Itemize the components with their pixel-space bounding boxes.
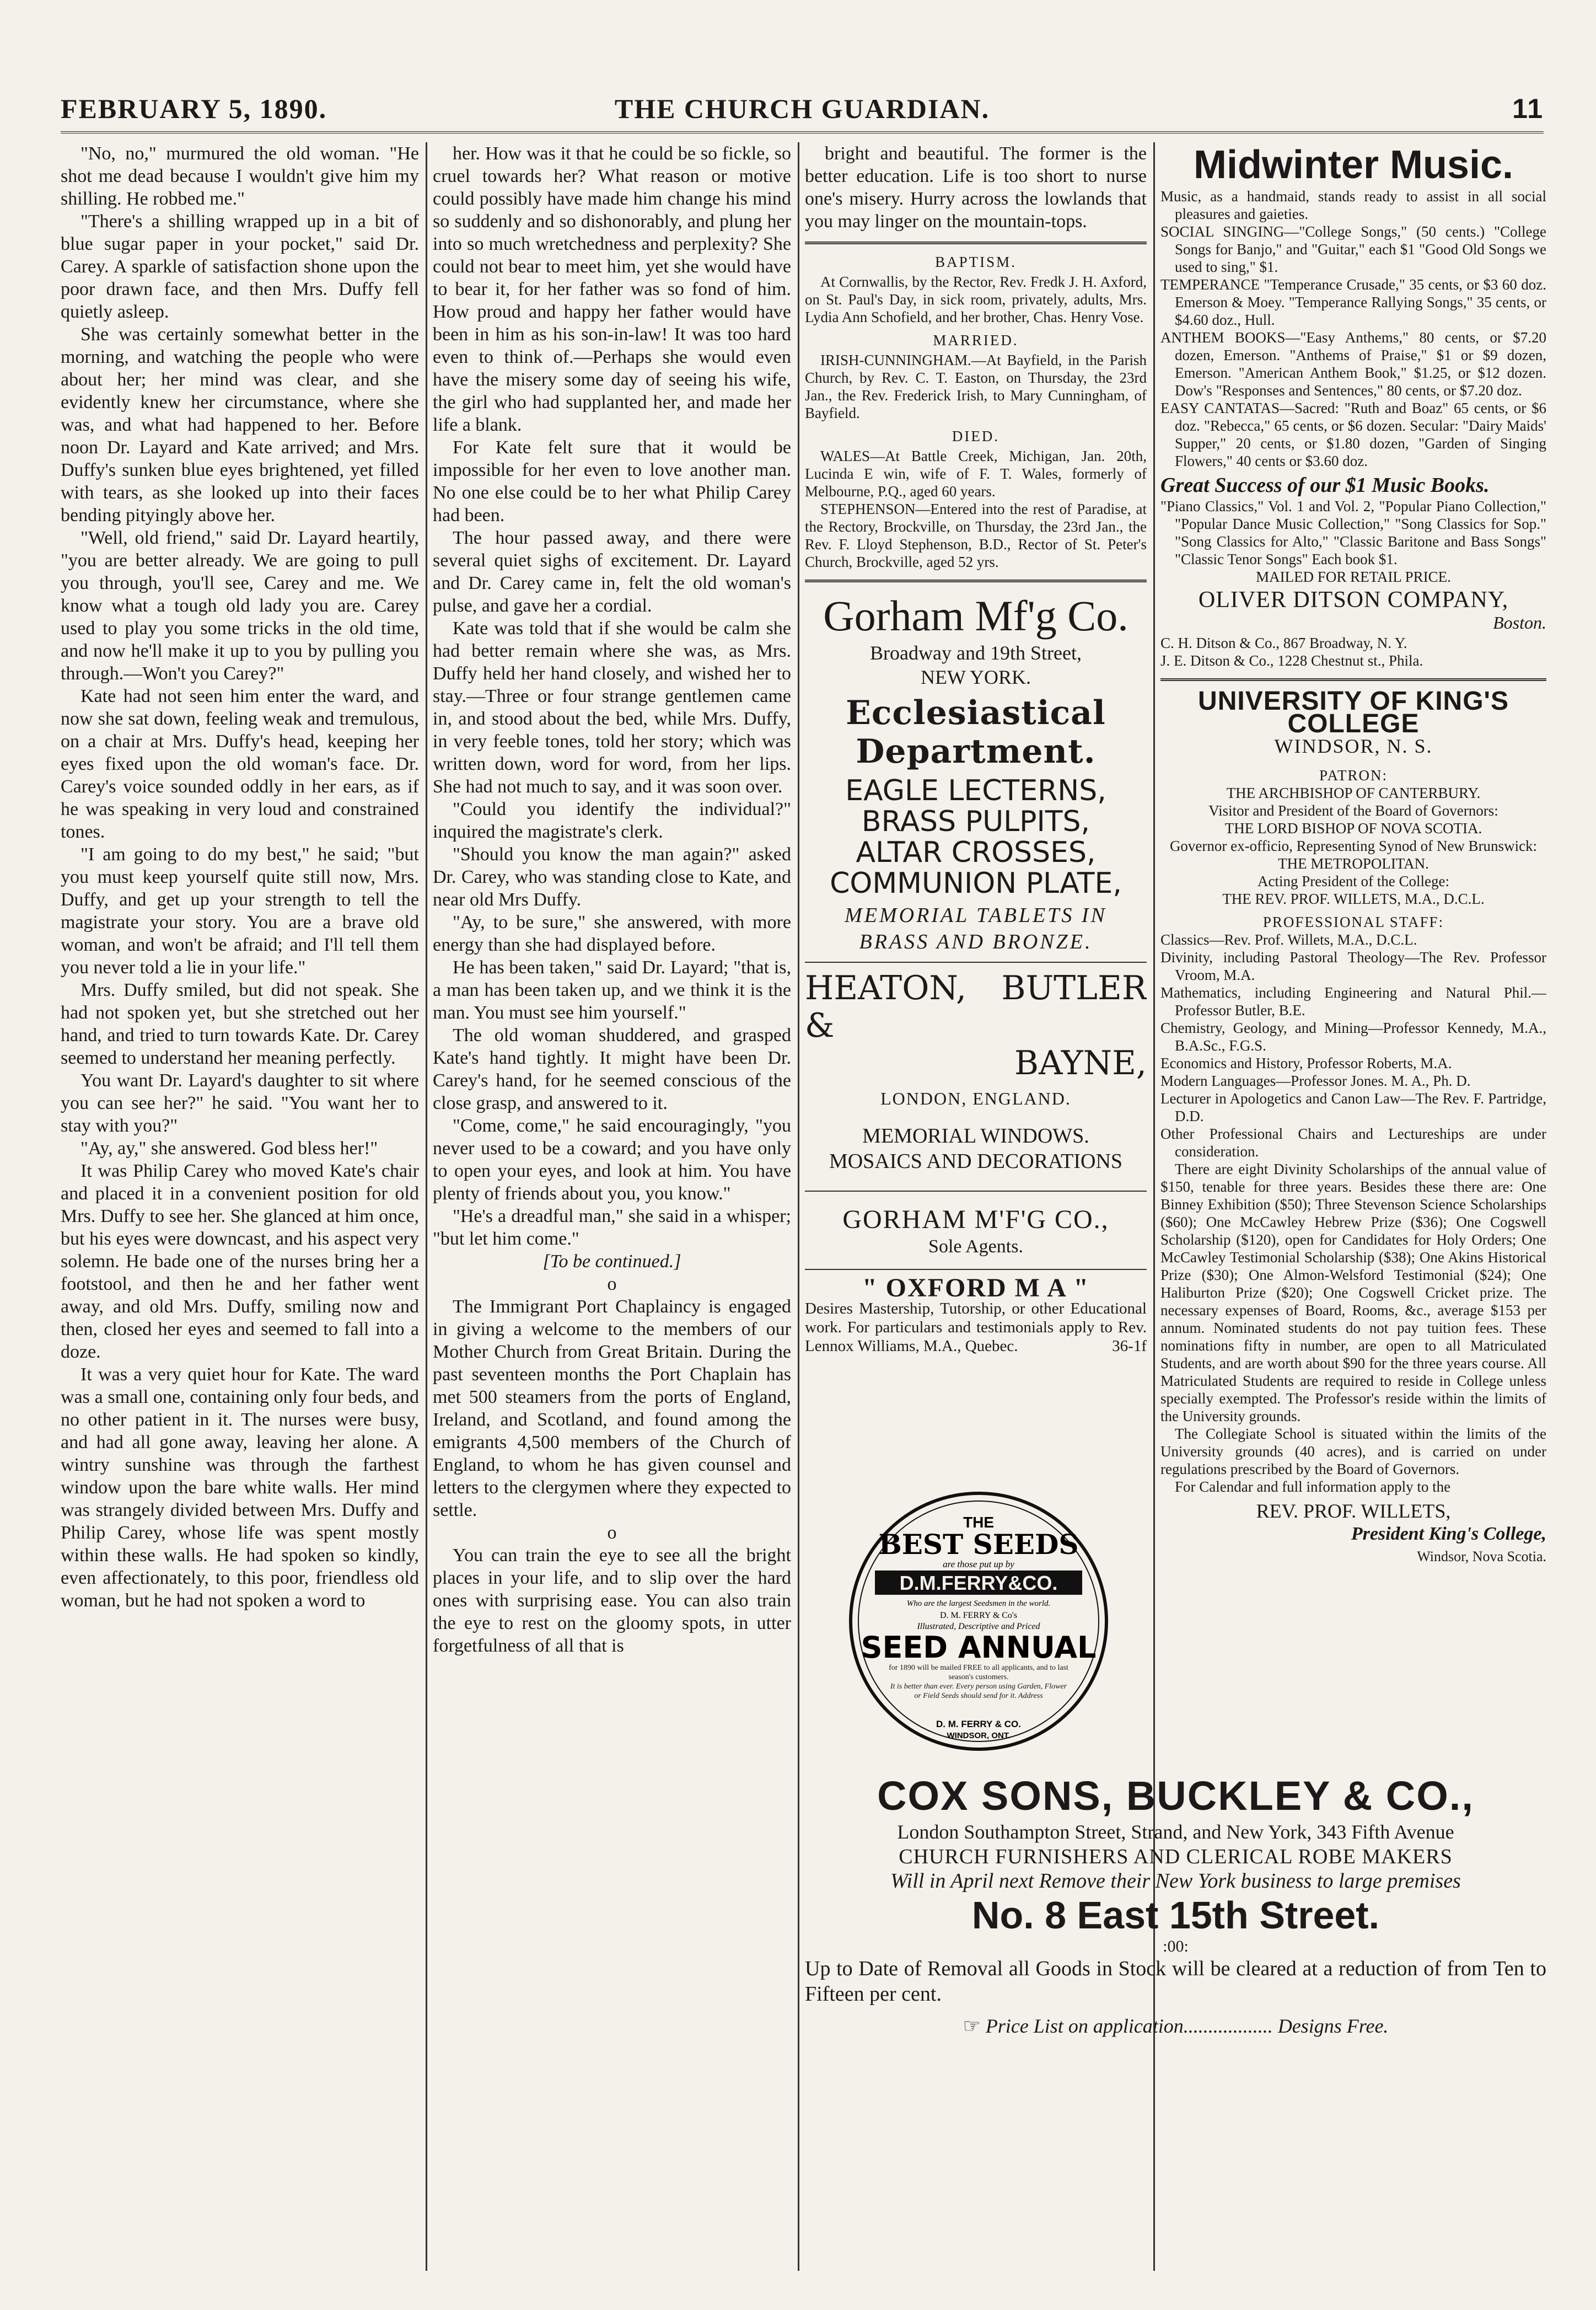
gorham-address-line: NEW YORK. — [921, 666, 1031, 688]
heaton-title-line: BAYNE, — [1014, 1044, 1147, 1082]
story-paragraph: "There's a shilling wrapped up in a bit of blue sugar paper in your pocket," said Dr. Carey. A sparkle of satisfaction shone upon the poor drawn face, and then Mrs. Duffy fell quietly asleep. — [61, 211, 419, 322]
story-paragraph: "Ay, ay," she answered. God bless her!" — [80, 1138, 378, 1159]
notice-text: IRISH-CUNNINGHAM.—At Bayfield, in the Parish Church, by Rev. C. T. Easton, on Thursday, the 23rd Jan., the Rev. Frederick Irish, to Mary Cunningham, of Bayfield. — [805, 352, 1147, 421]
story-paragraph: He has been taken," said Dr. Layard; "that is, a man has been taken up, and we think it is the man. You must see him yourself." — [433, 957, 791, 1023]
seeds-for-1890: for 1890 will be mailed FREE to all applicants, and to last season's customers. — [889, 1664, 1068, 1681]
seeds-ferrys: D. M. FERRY & Co's — [939, 1611, 1018, 1620]
great-success-list — [1160, 497, 1546, 586]
ditson-branch: J. E. Ditson & Co., 1228 Chestnut st., Phila. — [1160, 652, 1423, 669]
seeds-put-up: are those put up by — [943, 1559, 1014, 1569]
column-4 — [1160, 142, 1546, 1764]
notice-heading: BAPTISM. — [935, 254, 1017, 270]
issue-date: FEBRUARY 5, 1890. — [61, 93, 327, 124]
staff-line: Divinity, including Pastoral Theology—The Rev. Professor Vroom, M.A. — [1160, 949, 1546, 983]
midwinter-line: Music, as a handmaid, stands ready to assist in all social pleasures and gaieties. — [1160, 188, 1546, 222]
gorham-memorial-line: BRASS AND BRONZE. — [859, 930, 1093, 953]
story-paragraph: The old woman shuddered, and grasped Kate's hand tightly. It might have been Dr. Carey's hand, for he seemed conscious of the close grasp, and answered to it. — [433, 1025, 791, 1113]
heaton-item: MOSAICS AND DECORATIONS — [829, 1150, 1123, 1173]
gorham-title: Gorham Mf'g Co. — [823, 592, 1129, 640]
seeds-the: THE — [963, 1514, 994, 1531]
staff-line: Modern Languages—Professor Jones. M. A., Ph. D. — [1160, 1073, 1471, 1089]
kings-staff — [1160, 931, 1546, 1160]
staff-line: Mathematics, including Engineering and Natural Phil.—Professor Butler, B.E. — [1160, 984, 1546, 1019]
kings-officers — [1160, 784, 1546, 908]
staff-line: Lecturer in Apologetics and Canon Law—The Rev. F. Partridge, D.D. — [1160, 1090, 1546, 1124]
oxford-code: 36-1f — [1112, 1337, 1147, 1355]
story-paragraph: "Should you know the man again?" asked Dr. Carey, who was standing close to Kate, and near old Mrs Duffy. — [433, 844, 791, 910]
story-paragraph: Mrs. Duffy smiled, but did not speak. She had not spoken yet, but she stretched out her hand, and tried to turn towards Kate. Dr. Carey seemed to understand her meaning perfectly. — [61, 980, 419, 1068]
kings-scholarships — [1160, 1160, 1546, 1496]
midwinter-list — [1160, 187, 1546, 470]
mailed-line: MAILED FOR RETAIL PRICE. — [1256, 569, 1451, 585]
willets-role: President King's College, — [1351, 1524, 1546, 1544]
page-number: 11 — [1512, 93, 1544, 124]
midwinter-line: TEMPERANCE "Temperance Crusade," 35 cents, or $3 60 doz. Emerson & Moey. "Temperance Rallying Songs," 35 cents, or $4.60 doz., Hull. — [1160, 276, 1546, 328]
kings-officer-line: THE METROPOLITAN. — [1278, 855, 1429, 872]
story-column-1 — [61, 142, 419, 2276]
heaton-ad — [805, 969, 1147, 1174]
gorham-agents: GORHAM M'F'G CO., — [842, 1205, 1109, 1234]
cox-separator: :00: — [1163, 1937, 1189, 1955]
seeds-body — [886, 1663, 1071, 1724]
cox-clearance: Up to Date of Removal all Goods in Stock will be cleared at a reduction of from Ten to Fifteen per cent. — [805, 1957, 1546, 2006]
cox-designs: Designs Free. — [1277, 2015, 1389, 2037]
gorham-ad — [805, 591, 1147, 955]
midwinter-title: Midwinter Music. — [1193, 143, 1514, 187]
story-paragraph: You can train the eye to see all the bright places in your life, and to slip over the hard ones with surprising ease. You can also train the eye to rest on the gloomy spots, in utter forgetfulness of all that is — [433, 1545, 791, 1656]
willets-place: Windsor, Nova Scotia. — [1417, 1548, 1546, 1564]
heaton-place: LONDON, ENGLAND. — [880, 1089, 1071, 1108]
seeds-best: BEST SEEDS — [878, 1528, 1079, 1561]
ditson-name: OLIVER DITSON COMPANY, — [1198, 587, 1509, 613]
cox-subtitle: CHURCH FURNISHERS AND CLERICAL ROBE MAKERS — [899, 1845, 1453, 1868]
heaton-title — [805, 969, 1147, 1082]
seeds-footer-1: D. M. FERRY & CO. — [936, 1719, 1021, 1729]
column-rule — [798, 142, 799, 2271]
rule — [805, 1191, 1147, 1192]
seeds-ferry: D.M.FERRY&CO. — [899, 1572, 1058, 1594]
notice-heading: DIED. — [952, 428, 1000, 444]
gorham-memorial — [805, 902, 1147, 955]
midwinter-line: SOCIAL SINGING—"College Songs," (50 cents.) "College Songs for Banjo," and "Guitar," each $1 "Good Old Songs we used to sing," $1. — [1160, 223, 1546, 275]
scholarships-text: There are eight Divinity Scholarships of the annual value of $150, tenable for three years. Besides these there are: One Binney Exhibition ($50); Three Stevenson Science Scholarships ($60); One McCawley Hebrew Prize ($36); One Cogswell Scholarship ($120), open for Candidates for Holy Orders; One McCawley Testimonial Scholarship ($38); One Akins Historical Prize ($30); One Almon-Welsford Testimonial ($24); One Haliburton Prize ($20); One Cogswell Cricket prize. The necessary expenses of Board, Rooms, &c., average $153 per annum. Nominated students do not pay tuition fees. These nominations fifty in number, are open to all Matriculated Students, and are worth about $90 for the three years course. All Matriculated Students are required to reside in College unless specially exempted. The Professor's reside within the limits of the University grounds. — [1160, 1161, 1546, 1424]
oxford-ad — [805, 1273, 1147, 1355]
rule — [805, 1269, 1147, 1270]
kings-officer-line: THE LORD BISHOP OF NOVA SCOTIA. — [1224, 820, 1482, 837]
great-success-text: "Piano Classics," Vol. 1 and Vol. 2, "Popular Piano Collection," "Popular Dance Music Collection," "Song Classics for Sop." "Song Classics for Alto," "Classic Baritone and Bass Songs" "Classic Tenor Songs" Each book $1. — [1160, 498, 1546, 567]
gorham-item: COMMUNION PLATE, — [830, 867, 1122, 900]
gorham-items — [805, 775, 1147, 899]
gorham-item: BRASS PULPITS, — [861, 805, 1090, 838]
story-paragraph: her. How was it that he could be so fickle, so cruel towards her? What reason or motive could possibly have made him change his mind so suddenly and so dishonorably, and plung her into so much wretchedness and perplexity? She could not bear to meet him, yet she would have to bear it, for her father was so fond of him. How proud and happy her father would have been in him as his son-in-law! It was too hard even to think of.—Perhaps she would even have the misery some day of seeing his wife, the girl who had supplanted her, and made her life a blank. — [433, 143, 791, 435]
great-success-heading: Great Success of our $1 Music Books. — [1160, 474, 1490, 497]
oxford-text — [805, 1299, 1147, 1355]
kings-officer-line: Visitor and President of the Board of Governors: — [1208, 802, 1498, 819]
story-paragraph: It was Philip Carey who moved Kate's chair and placed it in a convenient position for old Mrs. Duffy to see her. She glanced at him once, but his eyes were downcast, and his aspect very solemn. He bade one of the nurses bring her a footstool, and then he and her father went away, and old Mrs. Duffy, smiling now and then, closed her eyes and seemed to fall into a doze. — [61, 1161, 419, 1362]
story-paragraph: The Immigrant Port Chaplaincy is engaged in giving a welcome to the members of our Mother Church from Great Britain. During the past seventeen months the Port Chaplain has met 500 steamers from the ports of England, Ireland, and Scotland, and found among the emigrants 4,500 members of the Church of England, to whom he has given counsel and letters to the clergymen where they expected to settle. — [433, 1296, 791, 1520]
oxford-title: " OXFORD M A " — [862, 1273, 1089, 1303]
pointing-hand-icon: ☞ — [963, 2015, 981, 2037]
kings-officer-line: THE ARCHBISHOP OF CANTERBURY. — [1226, 785, 1481, 801]
story-paragraph: "Ay, to be sure," she answered, with more energy than she had displayed before. — [433, 912, 791, 955]
section-separator: o — [607, 1274, 617, 1294]
story-paragraph: "Could you identify the individual?" inquired the magistrate's clerk. — [433, 799, 791, 842]
kings-college-place: WINDSOR, N. S. — [1274, 735, 1433, 757]
notice-text: STEPHENSON—Entered into the rest of Paradise, at the Rectory, Brockville, on Thursday, the 23rd Jan., the Rev. F. Lloyd Stephenson, B.D., Rector of St. Peter's Church, Brockville, aged 52 yrs. — [805, 501, 1147, 570]
calendar-text: For Calendar and full information apply to the — [1175, 1478, 1451, 1495]
cox-price-list: Price List on application.................. — [985, 2015, 1273, 2037]
oxford-body: Desires Mastership, Tutorship, or other Educational work. For particulars and testimonials apply to Rev. Lennox Williams, M.A., Quebec. — [805, 1300, 1147, 1355]
seeds-largest: Who are the largest Seedsmen in the world. — [906, 1599, 1051, 1608]
school-text: The Collegiate School is situated within the limits of the University grounds (40 acres), and is carried on under regulations prescribed by the Board of Governors. — [1160, 1425, 1546, 1477]
ditson-branch: C. H. Ditson & Co., 867 Broadway, N. Y. — [1160, 635, 1407, 651]
notice-heading: MARRIED. — [933, 332, 1019, 349]
gorham-item: EAGLE LECTERNS, — [845, 774, 1106, 807]
seeds-footer-2: WINDSOR, ONT. — [947, 1731, 1011, 1740]
double-rule — [1160, 678, 1546, 681]
notice-text: At Cornwallis, by the Rector, Rev. Fredk J. H. Axford, on St. Paul's Day, in sick room, privately, adults, Mrs. Lydia Ann Schofield, and her brother, Chas. Henry Vose. — [805, 274, 1147, 325]
heaton-items — [805, 1123, 1147, 1174]
gorham-address-line: Broadway and 19th Street, — [870, 642, 1082, 664]
heaton-item: MEMORIAL WINDOWS. — [862, 1124, 1089, 1148]
section-separator: o — [607, 1523, 617, 1543]
cox-removal: Will in April next Remove their New York business to large premises — [890, 1869, 1461, 1893]
story-paragraph: Kate had not seen him enter the ward, and now she sat down, feeling weak and tremulous, on a chair at Mrs. Duffy's head, keeping her eyes fixed upon the old woman's face. Dr. Carey's voice sounded oddly in her ears, as if he was speaking in very loud and constrained tones. — [61, 686, 419, 842]
story-paragraph: "I am going to do my best," he said; "but you must keep yourself quite still now, Mrs. Duffy, and get up your strength to tell the magistrate your story. You are a brave old woman, and won't be afraid; and I'll tell them you never told a lie in your life." — [61, 844, 419, 978]
newspaper-title: THE CHURCH GUARDIAN. — [614, 93, 990, 124]
story-paragraph: "Well, old friend," said Dr. Layard heartily, "you are better already. We are going to pull you through, you'll see, Carey and me. We know what a tough old lady you are. Carey used to play you some tricks in the old time, and now he'll make it up to you by pulling you through.—Won't you Carey?" — [61, 528, 419, 684]
cox-price-line — [805, 2014, 1546, 2038]
story-paragraph: For Kate felt sure that it would be impossible for her even to love another man. No one else could be to her what Philip Carey had been. — [433, 437, 791, 526]
story-paragraph: "Come, come," he said encouragingly, "you never used to be a coward; and you have only to open your eyes, and look at him. You have plenty of friends about you, you know." — [433, 1116, 791, 1204]
kings-college-title: UNIVERSITY OF KING'S COLLEGE — [1198, 687, 1509, 738]
story-paragraph: The hour passed away, and there were several quiet sighs of excitement. Dr. Layard and Dr. Carey came in, felt the old woman's pulse, and gave her a cordial. — [433, 528, 791, 616]
cox-new-address: No. 8 East 15th Street. — [971, 1894, 1380, 1937]
ditson-boston: Boston. — [1493, 613, 1546, 633]
midwinter-line: ANTHEM BOOKS—"Easy Anthems," 80 cents, or $7.20 dozen, Emerson. "Anthems of Praise," $1 or $9 dozen, Emerson. "American Anthem Book," $1.25, or $12 dozen. Dow's "Responses and Sentences," 80 cents, or $7.20 doz. — [1160, 329, 1546, 399]
gorham-item: ALTAR CROSSES, — [856, 836, 1096, 869]
gorham-memorial-line: MEMORIAL TABLETS IN — [845, 904, 1107, 927]
sole-agents: Sole Agents. — [928, 1236, 1023, 1257]
story-paragraph: "No, no," murmured the old woman. "He shot me dead because I wouldn't give him my shilling. He robbed me." — [61, 143, 419, 209]
staff-line: Chemistry, Geology, and Mining—Professor Kennedy, M.A., B.A.Sc., F.G.S. — [1160, 1020, 1546, 1054]
column-rule — [426, 142, 427, 2271]
kings-officer-line: Acting President of the College: — [1258, 873, 1449, 889]
gorham-address — [805, 641, 1147, 689]
ditson-branches — [1160, 634, 1546, 669]
staff-line: Other Professional Chairs and Lectureships are under consideration. — [1160, 1125, 1546, 1160]
willets-name: REV. PROF. WILLETS, — [1256, 1500, 1451, 1522]
patron-heading: PATRON: — [1319, 767, 1388, 784]
story-column-2 — [433, 142, 791, 2276]
notice-text: WALES—At Battle Creek, Michigan, Jan. 20th, Lucinda E win, wife of F. T. Wales, formerly of Melbourne, P.Q., aged 60 years. — [805, 448, 1147, 500]
story-paragraph: It was a very quiet hour for Kate. The ward was a small one, containing only four beds, and no other patient in it. The nurses were busy, and had all gone away, leaving her alone. A wintry sunshine was through the farthest window upon the bare white walls. Her mind was strangely divided between Mrs. Duffy and Philip Carey, whose life was spent mostly within these walls. He had spoken so kindly, even affectionately, to this poor, friendless old woman, but he had not spoken a word to — [61, 1364, 419, 1611]
cox-address: London Southampton Street, Strand, and New York, 343 Fifth Avenue — [897, 1821, 1454, 1843]
seeds-annual: SEED ANNUAL — [861, 1630, 1097, 1665]
notices — [805, 253, 1147, 571]
seed-badge-graphic — [846, 1489, 1111, 1754]
story-paragraph: You want Dr. Layard's daughter to sit where you can see her?" he said. "You want her to stay with you?" — [61, 1070, 419, 1136]
staff-heading: PROFESSIONAL STAFF: — [1262, 914, 1444, 930]
seeds-better: It is better than ever. Every person using Garden, Flower or Field Seeds should send for it. Address — [890, 1682, 1067, 1700]
ferry-seeds-ad — [846, 1489, 1111, 1754]
double-rule — [805, 580, 1147, 582]
to-be-continued: [To be continued.] — [542, 1251, 681, 1272]
rule — [805, 962, 1147, 963]
double-rule — [805, 242, 1147, 244]
cox-title: COX SONS, BUCKLEY & CO., — [877, 1773, 1474, 1819]
heaton-title-line: HEATON, BUTLER & — [805, 969, 1147, 1045]
gorham-department: Ecclesiastical Department. — [846, 694, 1106, 771]
kings-officer-line: THE REV. PROF. WILLETS, M.A., D.C.L. — [1222, 891, 1485, 907]
story-paragraph: "He's a dreadful man," she said in a whisper; "but let him come." — [433, 1206, 791, 1249]
story-paragraph: bright and beautiful. The former is the better education. Life is too short to nurse one's misery. Hurry across the lowlands that you may linger on the mountain-tops. — [805, 143, 1147, 232]
masthead — [61, 93, 1544, 133]
seeds-illustrated: Illustrated, Descriptive and Priced — [917, 1622, 1040, 1631]
staff-line: Economics and History, Professor Roberts, M.A. — [1160, 1055, 1452, 1071]
seeds-body-text — [886, 1663, 1071, 1701]
cox-sons-ad — [805, 1773, 1546, 2038]
staff-line: Classics—Rev. Prof. Willets, M.A., D.C.L. — [1160, 931, 1417, 948]
story-paragraph: She was certainly somewhat better in the morning, and watching the people who were about her; her mind was clear, and she evidently knew her circumstance, where she was, and what had happened to her. Before noon Dr. Layard and Kate arrived; and Mrs. Duffy's sunken blue eyes brightened, yet filled with tears, as she looked up into their faces bending pityingly above her. — [61, 324, 419, 526]
kings-officer-line: Governor ex-officio, Representing Synod of New Brunswick: — [1169, 838, 1538, 854]
story-paragraph: Kate was told that if she would be calm she had better remain where she was, as Mrs. Duffy held her hand closely, and wished her to stay.—Three or four strange gentlemen came in, and stood about the bed, while Mrs. Duffy, in very feeble tones, told her story; which was written down, word for word, from her lips. She had not much to say, and it was soon over. — [433, 618, 791, 797]
midwinter-line: EASY CANTATAS—Sacred: "Ruth and Boaz" 65 cents, or $6 doz. "Rebecca," 65 cents, or $6 dozen. Secular: "Dairy Maids' Supper," 20 cents, or $1.80 dozen, "Garden of Singing Flowers," 40 cents or $3.60 doz. — [1160, 400, 1546, 469]
